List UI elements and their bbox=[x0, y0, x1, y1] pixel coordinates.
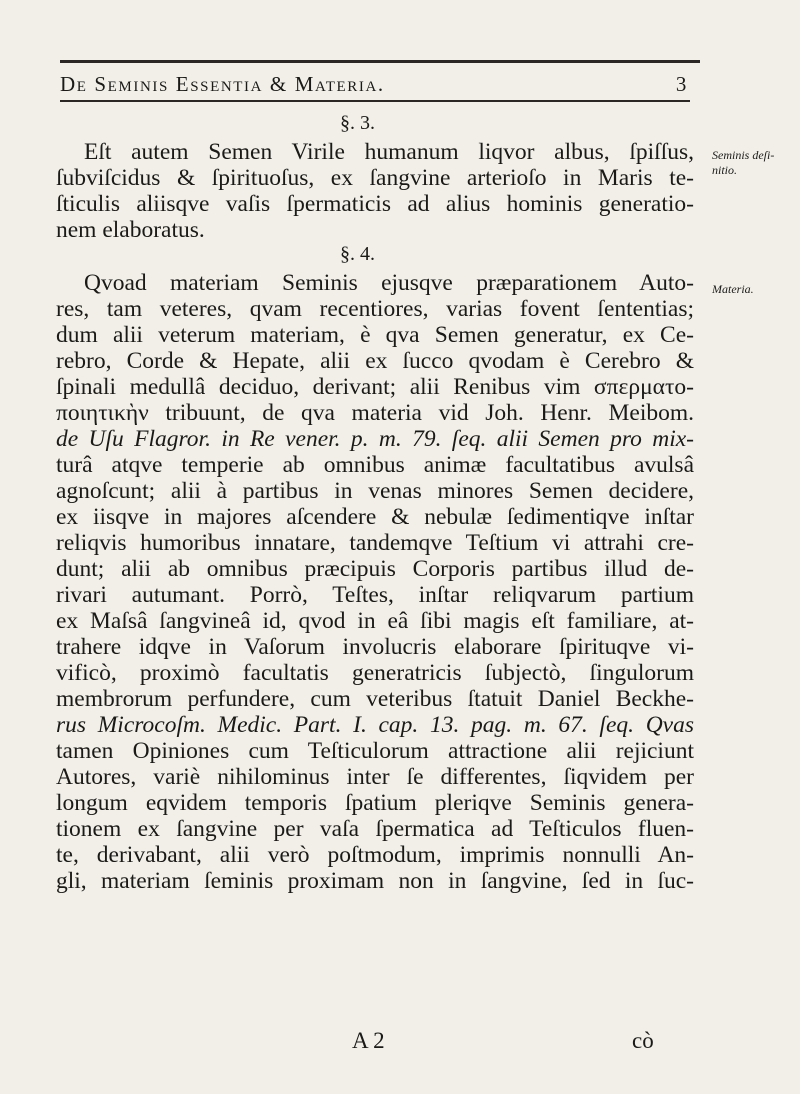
running-header bbox=[60, 66, 700, 98]
text-line: te, derivabant, alii verò poſtmodum, imprimis nonnulli An- bbox=[56, 842, 694, 868]
text-line: ſpinali medullâ deciduo, derivant; alii Renibus vim σπερματο- bbox=[56, 374, 694, 400]
text-line: membrorum perfundere, cum veteribus ſtatuit Daniel Beckhe- bbox=[56, 686, 694, 712]
text-line: longum eqvidem temporis ſpatium pleriqve Seminis genera- bbox=[56, 790, 694, 816]
text-line: dunt; alii ab omnibus præcipuis Corporis partibus illud de- bbox=[56, 556, 694, 582]
margin-note-definition: Seminis deſi- nitio. bbox=[712, 148, 775, 177]
text-line: ex iisqve in majores aſcendere & nebulæ ſedimentiqve inſtar bbox=[56, 504, 694, 530]
section-4-text bbox=[56, 270, 694, 894]
text-line: ex Maſsâ ſangvineâ id, qvod in eâ ſibi magis eſt familiare, at- bbox=[56, 608, 694, 634]
section-3-heading: §. 3. bbox=[340, 112, 375, 134]
text-line: rus Microcoſm. Medic. Part. I. cap. 13. pag. m. 67. ſeq. Qvas bbox=[56, 712, 694, 738]
text-line: de Uſu Flagror. in Re vener. p. m. 79. ſeq. alii Semen pro mix- bbox=[56, 426, 694, 452]
catchword: cò bbox=[632, 1028, 654, 1053]
text-line: tamen Opiniones cum Teſticulorum attractione alii rejiciunt bbox=[56, 738, 694, 764]
text-line: trahere idqve in Vaſorum involucris elaborare ſpirituqve vi- bbox=[56, 634, 694, 660]
text-line: ſubviſcidus & ſpirituoſus, ex ſangvine arterioſo in Maris te- bbox=[56, 165, 694, 191]
text-line: res, tam veteres, qvam recentiores, varias fovent ſententias; bbox=[56, 296, 694, 322]
page-number: 3 bbox=[675, 72, 688, 96]
text-line: rebro, Corde & Hepate, alii ex ſucco qvodam è Cerebro & bbox=[56, 348, 694, 374]
text-line: rivari autumant. Porrò, Teſtes, inſtar reliqvarum partium bbox=[56, 582, 694, 608]
margin-note-materia: Materia. bbox=[712, 282, 754, 296]
text-line: dum alii veterum materiam, è qva Semen generatur, ex Ce- bbox=[56, 322, 694, 348]
text-line: Eſt autem Semen Virile humanum liqvor albus, ſpiſſus, bbox=[84, 139, 694, 165]
text-line: nem elaboratus. bbox=[56, 217, 205, 243]
text-line: ποιητικὴν tribuunt, de qva materia vid Joh. Henr. Meibom. bbox=[56, 400, 694, 426]
section-3-text bbox=[56, 139, 694, 243]
text-line: Qvoad materiam Seminis ejusqve præparationem Auto- bbox=[84, 270, 694, 296]
running-title: De Seminis Essentia & Materia. bbox=[60, 72, 385, 96]
signature-mark: A 2 bbox=[352, 1028, 385, 1053]
section-4-heading: §. 4. bbox=[340, 243, 375, 265]
text-line: reliqvis humoribus innatare, tandemqve Teſtium vi attrahi cre- bbox=[56, 530, 694, 556]
text-line: turâ atqve temperie ab omnibus animæ facultatibus avulsâ bbox=[56, 452, 694, 478]
text-line: Autores, variè nihilominus inter ſe differentes, ſiqvidem per bbox=[56, 764, 694, 790]
text-line: ſticulis aliisqve vaſis ſpermaticis ad alius hominis generatio- bbox=[56, 191, 694, 217]
text-line: gli, materiam ſeminis proximam non in ſangvine, ſed in ſuc- bbox=[56, 868, 694, 894]
text-line: vificò, proximò facultatis generatricis ſubjectò, ſingulorum bbox=[56, 660, 694, 686]
header-rule bbox=[60, 100, 690, 102]
text-line: tionem ex ſangvine per vaſa ſpermatica ad Teſticulos fluen- bbox=[56, 816, 694, 842]
text-line: agnoſcunt; alii à partibus in venas minores Semen decidere, bbox=[56, 478, 694, 504]
top-rule bbox=[60, 60, 700, 63]
